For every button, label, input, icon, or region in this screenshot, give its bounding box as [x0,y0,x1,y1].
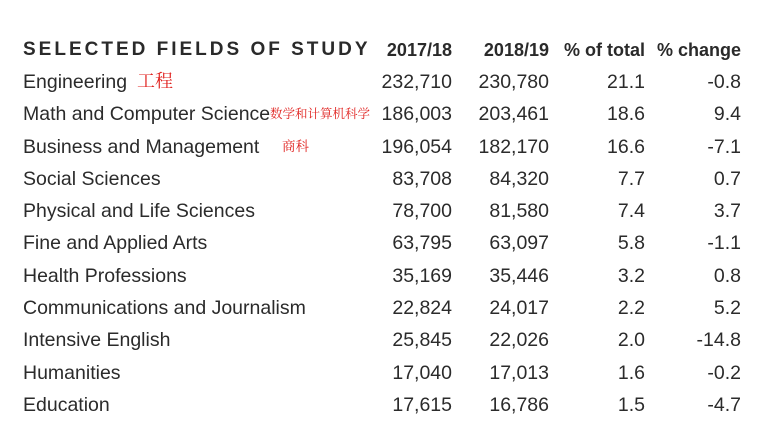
percent-change: -14.8 [696,329,741,352]
column-header-2017-18: 2017/18 [386,40,452,60]
percent-of-total: 1.6 [617,361,645,384]
percent-change: -7.1 [707,135,741,158]
field-name: Communications and Journalism [23,297,306,320]
percent-change: -1.1 [707,232,741,255]
chinese-annotation: 数学和计算机科学 [270,106,371,122]
table-row [0,195,778,227]
enrollment-2017-18: 232,710 [381,71,452,93]
table-row [0,66,778,98]
enrollment-2018-19: 84,320 [489,167,549,190]
enrollment-2017-18: 83,708 [392,167,452,190]
enrollment-2018-19: 63,097 [489,232,549,255]
enrollment-2018-19: 182,170 [478,135,549,158]
field-name: Math and Computer Science [23,103,271,126]
field-name: Education [23,393,110,416]
table-row [0,131,778,163]
enrollment-2017-18: 78,700 [392,200,452,223]
percent-of-total: 7.4 [617,200,645,223]
enrollment-2017-18: 35,169 [392,264,452,287]
field-name: Physical and Life Sciences [23,200,255,223]
field-name: Fine and Applied Arts [23,232,208,255]
field-name: Engineering [23,71,128,93]
percent-of-total: 2.0 [617,329,645,352]
column-header-percent-of-total: % of total [564,40,645,60]
chinese-annotation: 商科 [282,138,309,155]
percent-of-total: 18.6 [607,103,645,126]
field-name: Humanities [23,361,121,384]
enrollment-2017-18: 186,003 [381,103,452,126]
enrollment-2018-19: 17,013 [489,361,549,384]
table-body [0,66,778,421]
percent-change: -0.2 [707,361,741,384]
field-name: Intensive English [23,329,171,352]
percent-of-total: 5.8 [617,232,645,255]
percent-change: -0.8 [707,71,741,93]
table-row [0,163,778,195]
column-header-percent-change: % change [656,40,741,60]
enrollment-2017-18: 17,040 [392,361,452,384]
percent-change: 0.8 [713,264,741,287]
percent-of-total: 1.5 [617,393,645,416]
column-header-2018-19: 2018/19 [483,40,549,60]
enrollment-2018-19: 22,026 [489,329,549,352]
percent-change: 0.7 [713,167,741,190]
percent-change: 5.2 [713,297,741,320]
table-row [0,98,778,130]
table-header [0,36,778,64]
enrollment-2018-19: 24,017 [489,297,549,320]
table-row [0,292,778,324]
enrollment-2018-19: 16,786 [489,393,549,416]
percent-of-total: 16.6 [607,135,645,158]
enrollment-2018-19: 81,580 [489,200,549,223]
percent-of-total: 7.7 [617,167,645,190]
table-row [0,389,778,421]
percent-change: -4.7 [707,393,741,416]
enrollment-2017-18: 63,795 [392,232,452,255]
table-row [0,357,778,389]
percent-change: 9.4 [713,103,741,126]
field-name: Social Sciences [23,167,161,190]
enrollment-2018-19: 203,461 [478,103,549,126]
enrollment-2017-18: 17,615 [392,393,452,416]
table-row [0,260,778,292]
table-title: SELECTED FIELDS OF STUDY [23,39,371,60]
enrollment-2017-18: 22,824 [392,297,452,320]
table-row [0,324,778,356]
chinese-annotation: 工程 [137,71,173,92]
percent-of-total: 3.2 [617,264,645,287]
enrollment-2018-19: 230,780 [478,71,549,93]
enrollment-2017-18: 196,054 [381,135,452,158]
table-row [0,227,778,259]
field-name: Business and Management [23,135,260,158]
enrollment-2017-18: 25,845 [392,329,452,352]
field-name: Health Professions [23,264,187,287]
percent-change: 3.7 [713,200,741,223]
percent-of-total: 2.2 [617,297,645,320]
percent-of-total: 21.1 [607,71,645,93]
enrollment-2018-19: 35,446 [489,264,549,287]
